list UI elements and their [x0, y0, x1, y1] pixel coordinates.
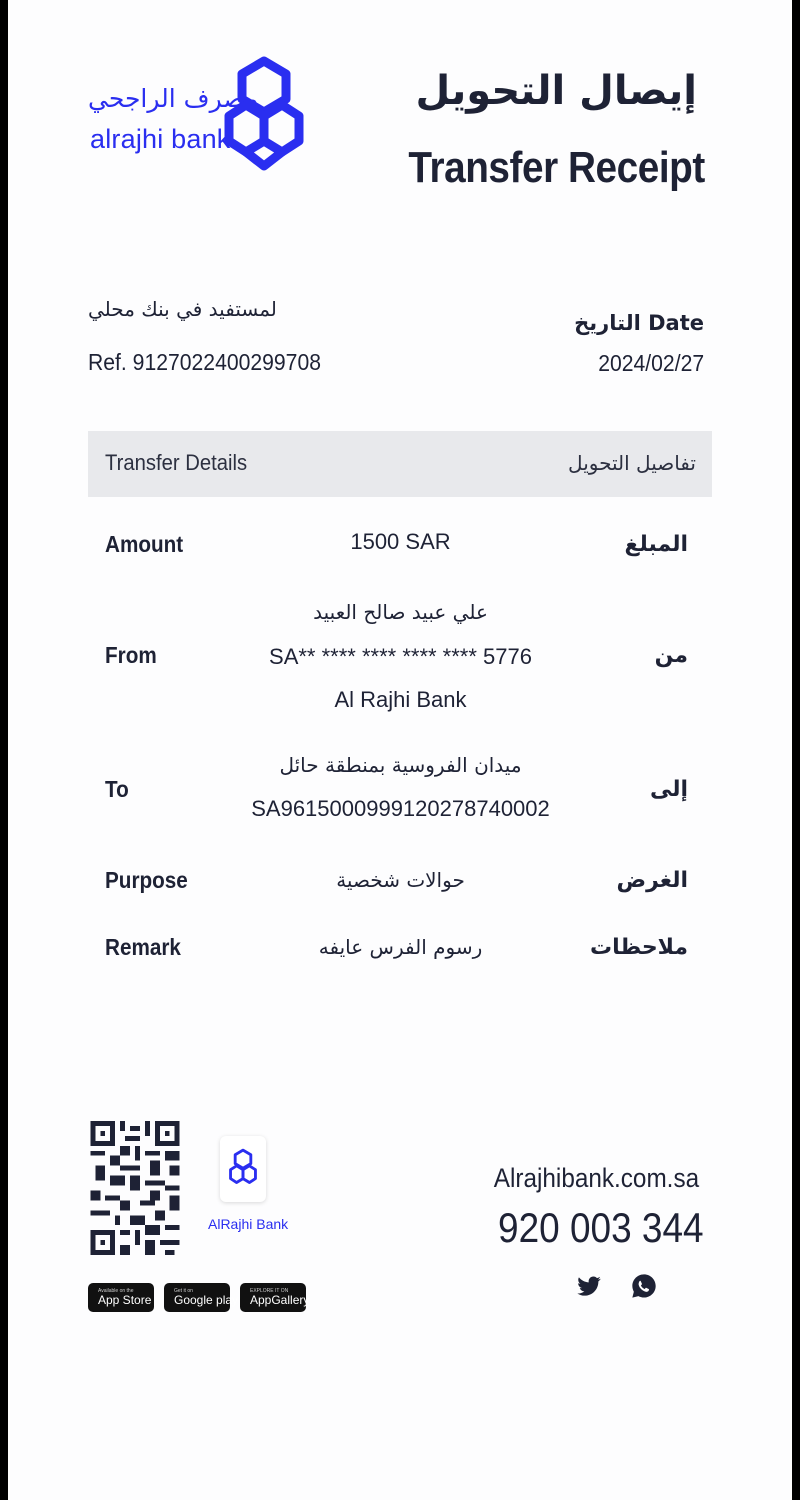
transfer-details-header	[88, 431, 712, 497]
google-play-badge[interactable]	[164, 1283, 239, 1312]
whatsapp-icon[interactable]	[630, 1272, 658, 1300]
logo-text-arabic: مصرف الراجحي	[88, 84, 259, 113]
date-label: التاريخ Date	[574, 311, 704, 335]
to-label-ar: إلى	[649, 777, 688, 802]
remark-label-ar: ملاحظات	[590, 935, 688, 960]
to-name: ميدان الفروسية بمنطقة حائل	[279, 753, 522, 777]
from-account: SA** **** **** **** **** 5776	[269, 644, 532, 669]
receipt-page	[8, 0, 792, 1500]
purpose-label-ar: الغرض	[616, 868, 688, 893]
app-store-label: App Store	[98, 1293, 152, 1307]
purpose-value: حوالات شخصية	[336, 868, 465, 892]
app-gallery-small: EXPLORE IT ON	[250, 1288, 289, 1294]
from-bank: Al Rajhi Bank	[334, 687, 467, 712]
alrajhi-logo-icon	[224, 55, 304, 173]
alrajhi-app-icon	[228, 1148, 258, 1190]
amount-label-en: Amount	[105, 531, 184, 557]
to-account: SA9615000999120278740002	[251, 796, 550, 821]
app-store-badge[interactable]	[88, 1283, 154, 1312]
website-link[interactable]: Alrajhibank.com.sa	[493, 1163, 699, 1193]
phone-number[interactable]: 920 003 344	[498, 1204, 704, 1251]
from-name: علي عبيد صالح العبيد	[313, 600, 488, 624]
remark-value: رسوم الفرس عايفه	[318, 935, 483, 959]
reference-number: Ref. 9127022400299708	[88, 349, 321, 375]
purpose-label-en: Purpose	[105, 867, 188, 893]
google-play-small: Get it on	[174, 1288, 193, 1294]
date-value: 2024/02/27	[598, 350, 704, 376]
app-store-small: Available on the	[98, 1288, 134, 1294]
twitter-icon[interactable]	[575, 1272, 603, 1300]
app-gallery-badge[interactable]	[240, 1283, 310, 1312]
amount-label-ar: المبلغ	[624, 532, 688, 557]
to-label-en: To	[105, 776, 129, 802]
qr-code-icon	[90, 1121, 180, 1255]
logo-text-english: alrajhi bank	[90, 124, 231, 154]
transfer-details-title-en: Transfer Details	[105, 450, 248, 475]
app-name: AlRajhi Bank	[208, 1216, 289, 1232]
from-label-en: From	[105, 642, 157, 668]
from-label-ar: من	[654, 643, 688, 668]
title-arabic: إيصال التحويل	[415, 68, 697, 114]
beneficiary-type: لمستفيد في بنك محلي	[88, 297, 277, 321]
app-icon-tile	[220, 1136, 266, 1202]
remark-label-en: Remark	[105, 934, 181, 960]
app-gallery-label: AppGallery	[250, 1293, 310, 1307]
transfer-details-title-ar: تفاصيل التحويل	[568, 451, 696, 475]
google-play-label: Google play	[174, 1293, 239, 1307]
amount-value: 1500 SAR	[350, 529, 451, 554]
title-english: Transfer Receipt	[408, 143, 705, 192]
